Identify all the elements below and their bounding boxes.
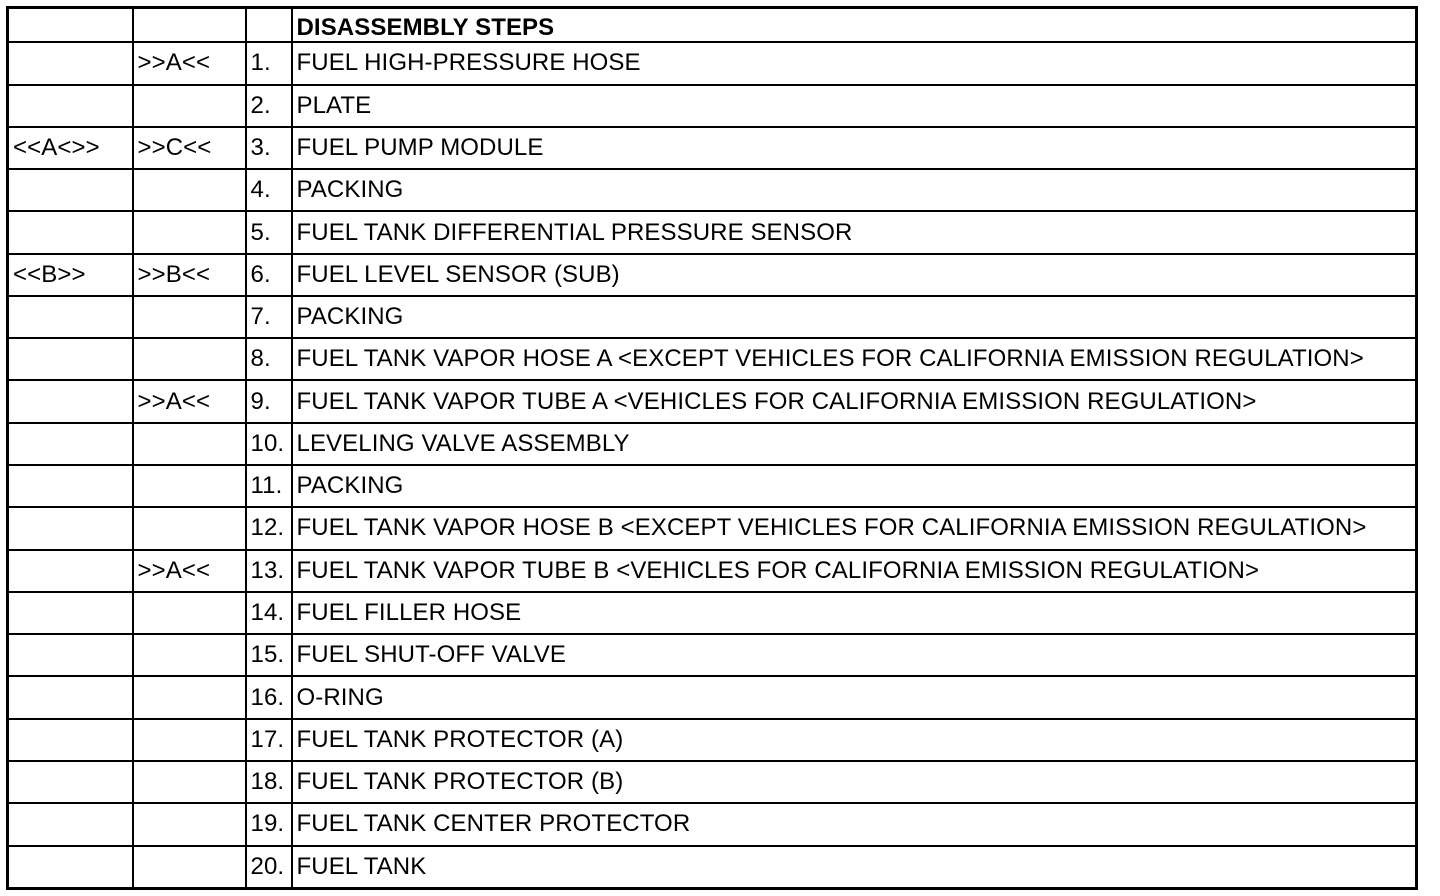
removal-ref-cell — [8, 85, 133, 127]
install-ref-cell — [133, 85, 246, 127]
install-ref-cell: >>A<< — [133, 380, 246, 422]
table-header-row — [8, 8, 1417, 43]
step-description: FUEL PUMP MODULE — [292, 127, 1417, 169]
removal-ref-cell — [8, 507, 133, 549]
step-number: 12. — [246, 507, 292, 549]
step-description: FUEL TANK VAPOR TUBE B <VEHICLES FOR CALIFORNIA EMISSION REGULATION> — [292, 550, 1417, 592]
table-row — [8, 423, 1417, 465]
table-row — [8, 676, 1417, 718]
removal-ref-cell — [8, 676, 133, 718]
removal-ref-cell — [8, 296, 133, 338]
install-ref-cell: >>A<< — [133, 550, 246, 592]
step-number: 13. — [246, 550, 292, 592]
install-ref-cell — [133, 211, 246, 253]
table-row — [8, 719, 1417, 761]
table-row — [8, 169, 1417, 211]
install-ref-cell — [133, 803, 246, 845]
table-row — [8, 846, 1417, 889]
table-row — [8, 761, 1417, 803]
table-row — [8, 465, 1417, 507]
removal-ref-cell — [8, 634, 133, 676]
table-title: DISASSEMBLY STEPS — [292, 8, 1417, 43]
step-description: FUEL TANK VAPOR TUBE A <VEHICLES FOR CALIFORNIA EMISSION REGULATION> — [292, 380, 1417, 422]
install-ref-cell — [133, 719, 246, 761]
install-ref-cell — [133, 465, 246, 507]
install-ref-cell — [133, 338, 246, 380]
table-row — [8, 550, 1417, 592]
removal-ref-cell — [8, 465, 133, 507]
step-description: FUEL HIGH-PRESSURE HOSE — [292, 42, 1417, 84]
removal-ref-cell — [8, 169, 133, 211]
step-number: 8. — [246, 338, 292, 380]
step-number: 7. — [246, 296, 292, 338]
install-ref-cell — [133, 423, 246, 465]
table-row — [8, 85, 1417, 127]
disassembly-document — [6, 6, 1418, 890]
step-number: 15. — [246, 634, 292, 676]
install-ref-cell — [133, 592, 246, 634]
table-row — [8, 254, 1417, 296]
step-number: 4. — [246, 169, 292, 211]
step-description: PLATE — [292, 85, 1417, 127]
removal-ref-cell — [8, 761, 133, 803]
removal-ref-cell — [8, 338, 133, 380]
install-ref-cell: >>C<< — [133, 127, 246, 169]
install-ref-cell — [133, 634, 246, 676]
step-description: LEVELING VALVE ASSEMBLY — [292, 423, 1417, 465]
table-row — [8, 592, 1417, 634]
removal-ref-cell — [8, 719, 133, 761]
install-ref-cell — [133, 296, 246, 338]
step-number: 9. — [246, 380, 292, 422]
table-row — [8, 803, 1417, 845]
table-row — [8, 127, 1417, 169]
step-description: PACKING — [292, 465, 1417, 507]
step-description: FUEL TANK VAPOR HOSE A <EXCEPT VEHICLES FOR CALIFORNIA EMISSION REGULATION> — [292, 338, 1417, 380]
disassembly-steps-table — [6, 6, 1418, 890]
install-ref-cell — [133, 676, 246, 718]
step-description: FUEL TANK VAPOR HOSE B <EXCEPT VEHICLES FOR CALIFORNIA EMISSION REGULATION> — [292, 507, 1417, 549]
removal-ref-cell — [8, 803, 133, 845]
table-row — [8, 42, 1417, 84]
install-ref-cell — [133, 169, 246, 211]
step-description: FUEL LEVEL SENSOR (SUB) — [292, 254, 1417, 296]
removal-ref-cell — [8, 592, 133, 634]
table-row — [8, 380, 1417, 422]
header-install-ref-cell — [133, 8, 246, 43]
step-description: FUEL SHUT-OFF VALVE — [292, 634, 1417, 676]
step-description: FUEL TANK PROTECTOR (B) — [292, 761, 1417, 803]
step-description: PACKING — [292, 296, 1417, 338]
removal-ref-cell — [8, 211, 133, 253]
step-description: FUEL FILLER HOSE — [292, 592, 1417, 634]
step-number: 14. — [246, 592, 292, 634]
step-number: 10. — [246, 423, 292, 465]
step-number: 1. — [246, 42, 292, 84]
step-description: FUEL TANK CENTER PROTECTOR — [292, 803, 1417, 845]
step-number: 2. — [246, 85, 292, 127]
removal-ref-cell — [8, 423, 133, 465]
removal-ref-cell — [8, 380, 133, 422]
table-row — [8, 507, 1417, 549]
step-number: 18. — [246, 761, 292, 803]
removal-ref-cell: <<B>> — [8, 254, 133, 296]
removal-ref-cell — [8, 42, 133, 84]
install-ref-cell: >>B<< — [133, 254, 246, 296]
step-description: O-RING — [292, 676, 1417, 718]
step-description: FUEL TANK — [292, 846, 1417, 889]
install-ref-cell — [133, 846, 246, 889]
step-description: FUEL TANK PROTECTOR (A) — [292, 719, 1417, 761]
step-number: 3. — [246, 127, 292, 169]
install-ref-cell — [133, 761, 246, 803]
table-row — [8, 211, 1417, 253]
header-removal-ref-cell — [8, 8, 133, 43]
step-number: 17. — [246, 719, 292, 761]
step-number: 19. — [246, 803, 292, 845]
install-ref-cell — [133, 507, 246, 549]
table-row — [8, 338, 1417, 380]
removal-ref-cell — [8, 550, 133, 592]
removal-ref-cell: <<A<>> — [8, 127, 133, 169]
table-row — [8, 296, 1417, 338]
step-description: PACKING — [292, 169, 1417, 211]
header-number-cell — [246, 8, 292, 43]
table-row — [8, 634, 1417, 676]
step-number: 16. — [246, 676, 292, 718]
step-number: 5. — [246, 211, 292, 253]
install-ref-cell: >>A<< — [133, 42, 246, 84]
removal-ref-cell — [8, 846, 133, 889]
step-number: 11. — [246, 465, 292, 507]
step-description: FUEL TANK DIFFERENTIAL PRESSURE SENSOR — [292, 211, 1417, 253]
step-number: 6. — [246, 254, 292, 296]
step-number: 20. — [246, 846, 292, 889]
